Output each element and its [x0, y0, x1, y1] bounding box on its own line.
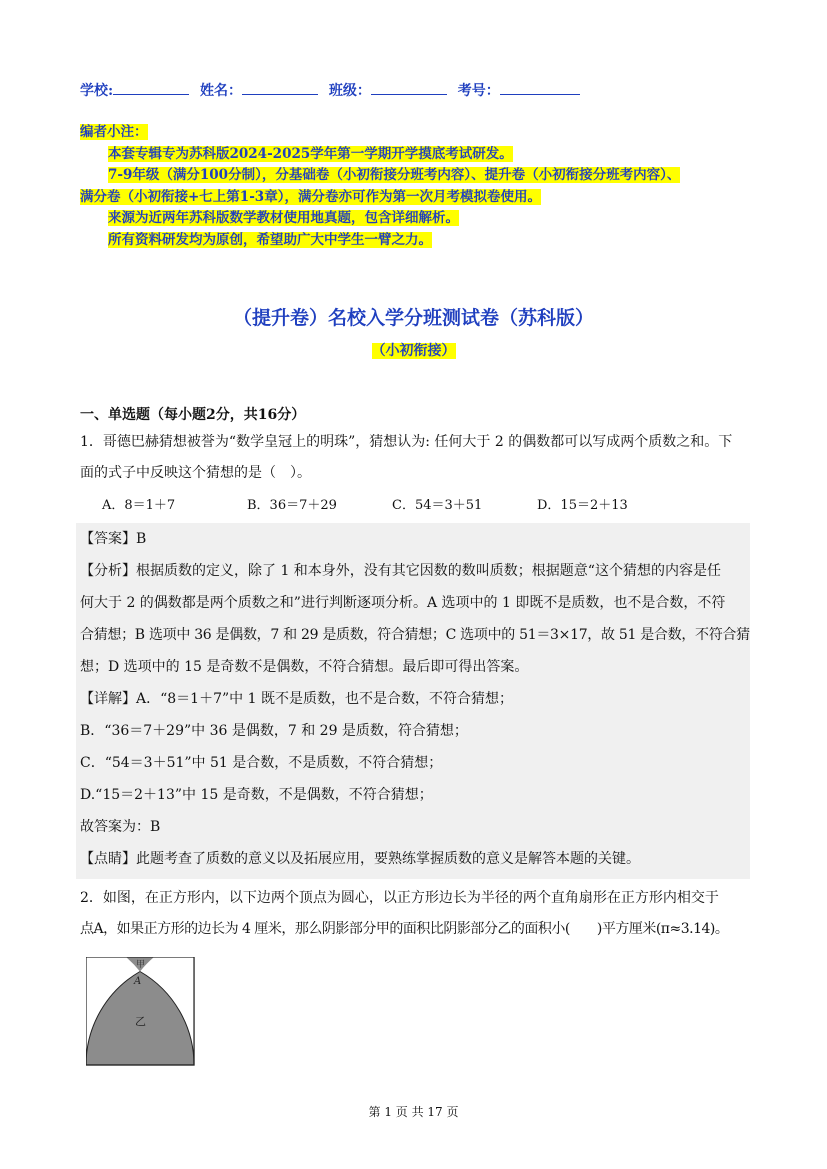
- q1-line-1: 1．哥德巴赫猜想被誉为“数学皇冠上的明珠”，猜想认为: 任何大于 2 的偶数都可以写成两个质数之和。下: [80, 434, 733, 450]
- page-title: （提升卷）名校入学分班测试卷（苏科版）: [232, 307, 594, 329]
- analysis-line-3: 合猜想；B 选项中 36 是偶数，7 和 29 是质数，符合猜想；C 选项中的 51＝3×17，故 51 是合数，不符合猜: [80, 627, 750, 643]
- school-blank[interactable]: [113, 82, 189, 95]
- q1-line-2: 面的式子中反映这个猜想的是（ ）。: [80, 465, 311, 481]
- class-blank[interactable]: [371, 82, 447, 95]
- q1-option-a[interactable]: A．8＝1＋7: [102, 498, 176, 513]
- q2-line-1: 2．如图，在正方形内，以下边两个顶点为圆心，以正方形边长为半径的两个直角扇形在正方形内相交于: [80, 890, 719, 906]
- q1-options: [102, 494, 722, 513]
- answer-line: 【答案】B: [80, 531, 147, 547]
- detail-line-4: D.“15＝2＋13”中 15 是奇数，不是偶数，不符合猜想；: [80, 787, 433, 803]
- number-blank[interactable]: [500, 82, 580, 95]
- analysis-line-1: 【分析】根据质数的定义，除了 1 和本身外，没有其它因数的数叫质数；根据题意“这个猜想的内容是任: [80, 563, 721, 579]
- conclusion-line: 故答案为：B: [80, 819, 161, 835]
- note-line-1: 本套专辑专为苏科版2024-2025学年第一学期开学摸底考试研发。: [108, 145, 513, 162]
- analysis-line-2: 何大于 2 的偶数都是两个质数之和”进行判断逐项分析。A 选项中的 1 即既不是质数，也不是合数，不符: [80, 595, 726, 611]
- student-info-header: [80, 80, 586, 100]
- analysis-line-4: 想；D 选项中的 15 是奇数不是偶数，不符合猜想。最后即可得出答案。: [80, 659, 529, 675]
- question-1: [80, 427, 752, 489]
- label-jia: 甲: [136, 960, 146, 970]
- name-label: 姓名：: [200, 83, 243, 99]
- answer-block: [76, 523, 750, 879]
- label-yi: 乙: [135, 1015, 146, 1028]
- q1-option-c[interactable]: C．54＝3＋51: [392, 498, 483, 513]
- q2-line-2: 点A，如果正方形的边长为 4 厘米，那么阴影部分甲的面积比阴影部分乙的面积小( )平方厘米(π≈3.14)。: [80, 921, 729, 937]
- editor-note: [80, 122, 760, 251]
- label-a: A: [134, 976, 142, 987]
- note-heading: 编者小注：: [80, 124, 148, 140]
- detail-line-2: B．“36＝7＋29”中 36 是偶数，7 和 29 是质数，符合猜想；: [80, 723, 468, 739]
- detail-line-3: C．“54＝3＋51”中 51 是合数，不是质数，不符合猜想；: [80, 755, 443, 771]
- name-blank[interactable]: [242, 82, 318, 95]
- section-heading: 一、单选题（每小题2分，共16分）: [80, 407, 306, 423]
- subtitle-text: （小初衔接）: [371, 343, 456, 359]
- comment-line: 【点睛】此题考查了质数的意义以及拓展应用，要熟练掌握质数的意义是解答本题的关键。: [80, 851, 640, 867]
- number-label: 考号：: [457, 83, 500, 99]
- detail-line-1: 【详解】A．“8＝1＋7”中 1 既不是质数，也不是合数，不符合猜想；: [80, 691, 513, 707]
- page-subtitle: [0, 340, 827, 360]
- square-figure: [86, 957, 196, 1071]
- school-label: 学校:: [80, 83, 114, 99]
- figure-svg: [86, 957, 196, 1067]
- question-2: [80, 883, 752, 945]
- class-label: 班级：: [328, 83, 371, 99]
- q1-option-d[interactable]: D．15＝2＋13: [537, 498, 628, 513]
- q1-option-b[interactable]: B．36＝7＋29: [247, 498, 337, 513]
- note-line-4: 所有资料研发均为原创，希望助广大中学生一臂之力。: [108, 231, 432, 248]
- note-line-3: 来源为近两年苏科版数学教材使用地真题，包含详细解析。: [108, 210, 459, 226]
- note-line-2b: 满分卷（小初衔接+七上第1-3章），满分卷亦可作为第一次月考模拟卷使用。: [80, 188, 541, 205]
- note-line-2a: 7-9年级（满分100分制），分基础卷（小初衔接分班考内容）、提升卷（小初衔接分班考内容）、: [108, 167, 681, 183]
- page-footer: 第 1 页 共 17 页: [368, 1105, 459, 1119]
